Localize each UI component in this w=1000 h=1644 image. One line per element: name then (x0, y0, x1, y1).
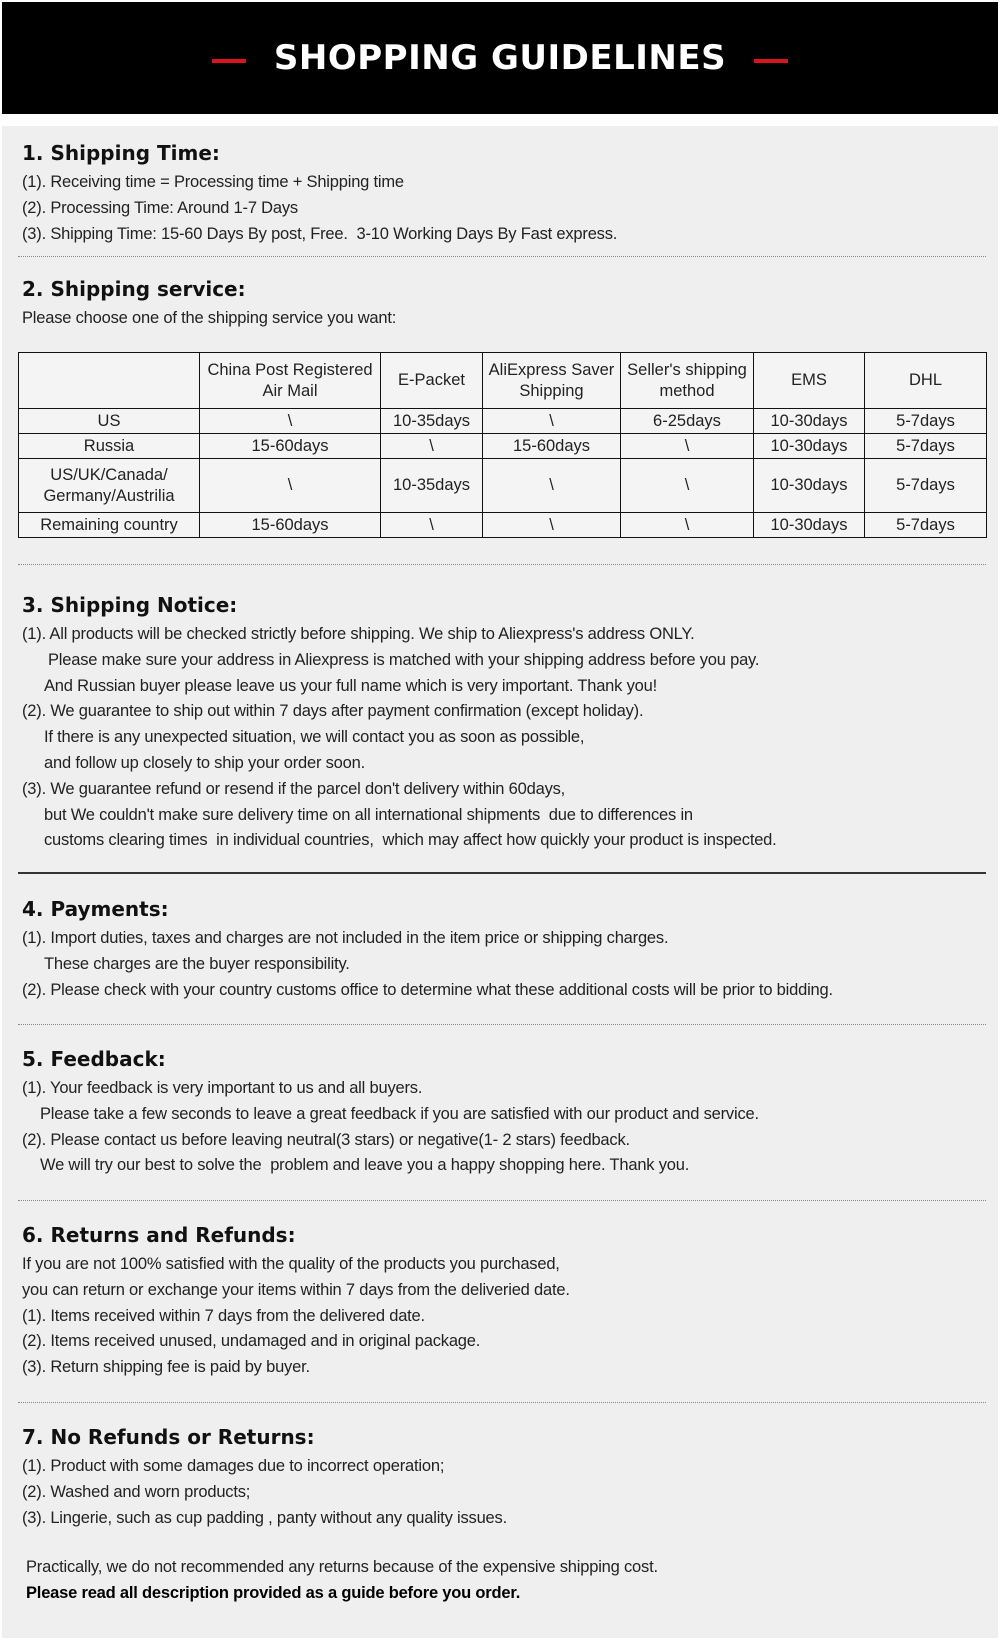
text-line: (1). Product with some damages due to incorrect operation; (22, 1457, 445, 1475)
text-line: (2). Items received unused, undamaged and in original package. (22, 1332, 481, 1351)
text-line: Please take a few seconds to leave a great feedback if you are satisfied with our product and service. (40, 1104, 759, 1123)
table-header-cell: E-Packet (381, 353, 483, 409)
table-cell: \ (200, 459, 381, 513)
table-cell: 6-25days (621, 409, 754, 434)
text-line: (3). Shipping Time: 15-60 Days By post, Free. 3-10 Working Days By Fast express. (22, 224, 618, 243)
table-cell: \ (621, 459, 754, 513)
table-cell: US (19, 409, 200, 434)
table-cell: 5-7days (865, 459, 987, 513)
text-line: (2). Washed and worn products; (22, 1482, 251, 1501)
table-header-cell: DHL (865, 353, 987, 409)
text-line: (2). Please check with your country customs office to determine what these additional costs will be prior to bidding. (22, 980, 833, 999)
table-cell: \ (483, 459, 621, 513)
table-row (19, 434, 987, 459)
section-returns-refunds (22, 1222, 988, 1381)
divider (18, 872, 986, 874)
table-cell: 10-30days (754, 409, 865, 434)
table-cell: 5-7days (865, 513, 987, 538)
text-line: These charges are the buyer responsibility. (44, 954, 350, 973)
table-cell: \ (381, 434, 483, 459)
table-cell: \ (483, 409, 621, 434)
table-header-cell: Seller's shipping method (621, 353, 754, 409)
text-line: (1). All products will be checked strictly before shipping. We ship to Aliexpress's address ONLY. (22, 625, 695, 643)
table-cell: 10-35days (381, 409, 483, 434)
text-line: (2). Processing Time: Around 1-7 Days (22, 198, 298, 217)
section-shipping-service (22, 276, 988, 332)
text-line: (3). Return shipping fee is paid by buyer. (22, 1358, 310, 1377)
table-cell: 10-30days (754, 513, 865, 538)
text-line: (1). Import duties, taxes and charges are not included in the item price or shipping charges. (22, 929, 669, 947)
table-header-cell: EMS (754, 353, 865, 409)
text-line: If you are not 100% satisfied with the quality of the products you purchased, (22, 1255, 560, 1273)
table-row (19, 459, 987, 513)
section-shipping-time (22, 140, 988, 247)
text-line: (1). Receiving time = Processing time + Shipping time (22, 173, 404, 191)
table-cell: Russia (19, 434, 200, 459)
left-accent-dash (212, 59, 246, 63)
text-line: and follow up closely to ship your order soon. (44, 753, 365, 772)
table-cell: 15-60days (200, 434, 381, 459)
table-cell: 5-7days (865, 434, 987, 459)
table-cell: US/UK/Canada/ Germany/Austrilia (19, 459, 200, 513)
section-heading: 5. Feedback: (22, 1047, 166, 1071)
table-intro: Please choose one of the shipping service you want: (22, 309, 397, 327)
table-cell: 10-35days (381, 459, 483, 513)
divider (18, 1200, 986, 1201)
table-cell: Remaining country (19, 513, 200, 538)
divider (18, 1024, 986, 1025)
divider (18, 564, 986, 565)
section-heading: 1. Shipping Time: (22, 141, 220, 165)
section-heading: 7. No Refunds or Returns: (22, 1425, 315, 1449)
table-cell: 5-7days (865, 409, 987, 434)
text-line: you can return or exchange your items within 7 days from the deliveried date. (22, 1280, 570, 1299)
section-no-refunds (22, 1424, 988, 1607)
table-cell: \ (200, 409, 381, 434)
text-line: We will try our best to solve the problem and leave you a happy shopping here. Thank you. (40, 1156, 690, 1175)
text-line: If there is any unexpected situation, we will contact you as soon as possible, (44, 728, 585, 747)
section-heading: 2. Shipping service: (22, 277, 246, 301)
page-title: SHOPPING GUIDELINES (273, 38, 727, 78)
text-line: customs clearing times in individual countries, which may affect how quickly your product is inspected. (44, 831, 777, 850)
text-line: (1). Your feedback is very important to us and all buyers. (22, 1079, 423, 1097)
table-header-cell: China Post Registered Air Mail (200, 353, 381, 409)
divider (18, 256, 986, 257)
table-header-row (19, 353, 987, 409)
text-line: (3). We guarantee refund or resend if the parcel don't delivery within 60days, (22, 779, 566, 798)
table-cell: 10-30days (754, 459, 865, 513)
divider (18, 1402, 986, 1403)
text-line: but We couldn't make sure delivery time on all international shipments due to differences in (44, 805, 693, 824)
table-cell: 15-60days (200, 513, 381, 538)
text-line: (3). Lingerie, such as cup padding , panty without any quality issues. (22, 1508, 507, 1527)
table-cell: 15-60days (483, 434, 621, 459)
table-cell: \ (483, 513, 621, 538)
table-header-cell (19, 353, 200, 409)
text-line: (2). Please contact us before leaving neutral(3 stars) or negative(1- 2 stars) feedback. (22, 1130, 630, 1149)
table-cell: \ (621, 434, 754, 459)
shipping-cost-note: Practically, we do not recommended any returns because of the expensive shipping cost. (26, 1558, 658, 1577)
table-row (19, 409, 987, 434)
section-payments (22, 896, 988, 1003)
table-cell: \ (621, 513, 754, 538)
table-cell: 10-30days (754, 434, 865, 459)
section-heading: 3. Shipping Notice: (22, 593, 238, 617)
shipping-table (18, 352, 987, 538)
text-line: And Russian buyer please leave us your full name which is very important. Thank you! (44, 676, 657, 695)
section-heading: 6. Returns and Refunds: (22, 1223, 296, 1247)
section-heading: 4. Payments: (22, 897, 169, 921)
header-banner (2, 2, 998, 114)
table-header-cell: AliExpress Saver Shipping (483, 353, 621, 409)
table-row (19, 513, 987, 538)
text-line: Please make sure your address in Aliexpress is matched with your shipping address before you pay. (48, 650, 760, 669)
guidelines-panel (2, 126, 998, 1638)
text-line: (1). Items received within 7 days from the delivered date. (22, 1306, 425, 1325)
section-feedback (22, 1046, 988, 1179)
section-shipping-notice (22, 592, 988, 854)
table-cell: \ (381, 513, 483, 538)
text-line: (2). We guarantee to ship out within 7 days after payment confirmation (except holiday). (22, 702, 644, 721)
right-accent-dash (754, 59, 788, 63)
read-description-note: Please read all description provided as a guide before you order. (26, 1584, 521, 1603)
